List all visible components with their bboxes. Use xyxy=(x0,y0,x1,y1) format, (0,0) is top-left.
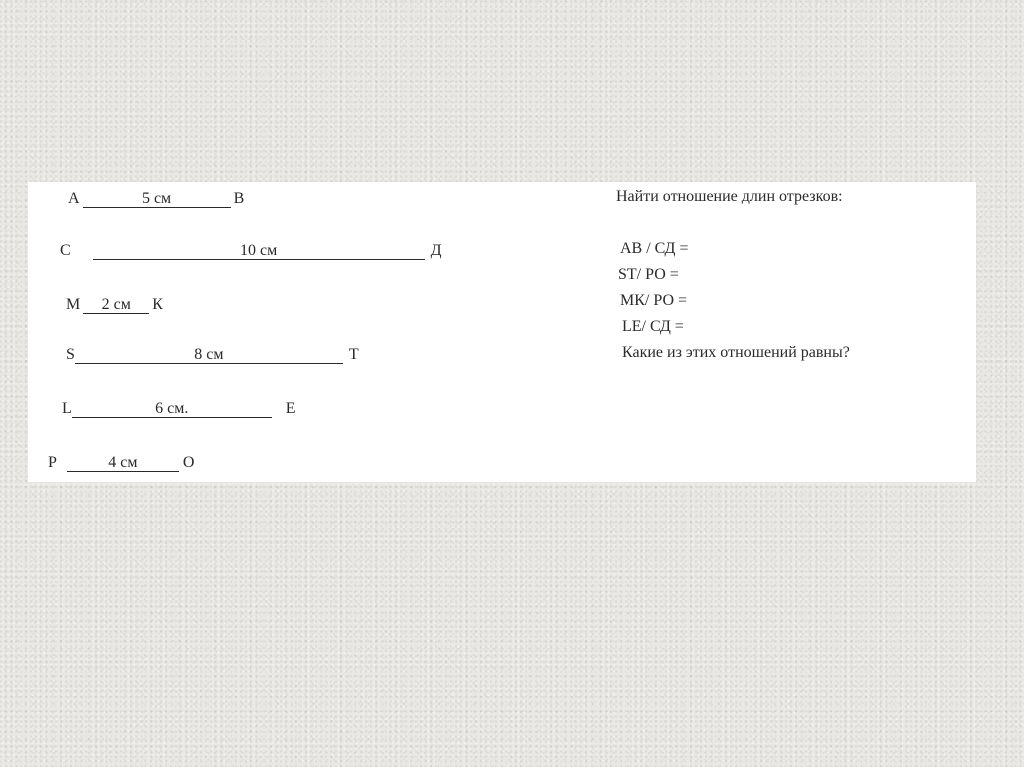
segment-length: 6 см. xyxy=(155,400,189,417)
segment-end-label: В xyxy=(233,190,245,207)
segment-end-label: Е xyxy=(285,400,296,417)
segment-cd xyxy=(60,242,442,260)
segment-le xyxy=(62,400,296,418)
segment-length: 4 см xyxy=(108,454,138,471)
task-block xyxy=(616,188,850,370)
segment-st xyxy=(66,346,359,364)
segment-line xyxy=(75,347,343,364)
segment-line xyxy=(93,243,425,260)
segment-length: 2 см xyxy=(101,296,131,313)
segment-length: 10 см xyxy=(240,242,278,259)
segment-end-label: Д xyxy=(430,242,442,259)
segment-start-label: А xyxy=(68,190,80,207)
segment-end-label: Т xyxy=(348,346,359,363)
ratio-ab-cd: АВ / СД = xyxy=(620,240,689,257)
segment-start-label: L xyxy=(62,400,72,417)
segment-end-label: О xyxy=(182,454,195,471)
segment-start-label: Р xyxy=(48,454,57,471)
segment-start-label: М xyxy=(66,296,81,313)
segment-line xyxy=(83,191,231,208)
segment-start-label: S xyxy=(66,346,75,363)
segment-length: 5 см xyxy=(141,190,172,207)
ratio-st-po: ST/ РО = xyxy=(618,266,679,283)
segment-po xyxy=(48,454,194,472)
worksheet-slide xyxy=(28,182,976,482)
segment-line xyxy=(72,401,272,418)
segment-end-label: К xyxy=(152,296,163,313)
segment-mk xyxy=(66,296,163,314)
segment-length: 8 см xyxy=(194,346,224,363)
ratio-le-cd: LE/ СД = xyxy=(622,318,684,335)
segment-line xyxy=(67,455,179,472)
segment-line xyxy=(83,297,149,314)
segment-start-label: С xyxy=(60,242,71,259)
task-question: Какие из этих отношений равны? xyxy=(622,344,850,361)
segment-ab xyxy=(68,190,244,208)
task-heading: Найти отношение длин отрезков: xyxy=(616,188,843,205)
ratio-mk-po: МК/ РО = xyxy=(620,292,688,309)
